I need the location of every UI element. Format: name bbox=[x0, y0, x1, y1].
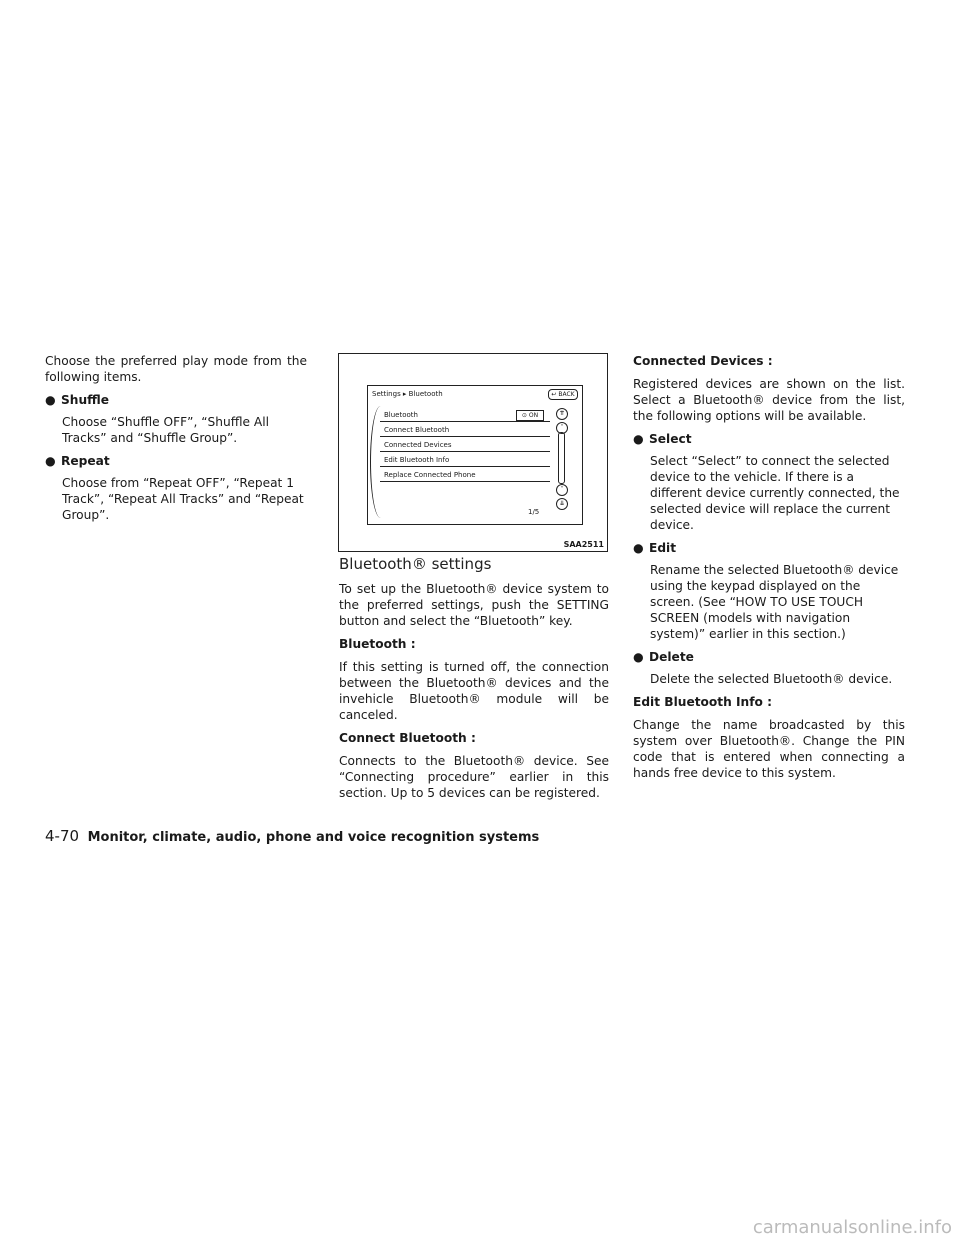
up-arrow-icon: ˄ bbox=[556, 422, 568, 434]
right-column bbox=[633, 353, 905, 788]
connect-bluetooth-heading: Connect Bluetooth : bbox=[339, 731, 476, 745]
middle-column bbox=[339, 556, 609, 808]
connected-devices-text: Registered devices are shown on the list. Select a Bluetooth® device from the list, the following options will be available. bbox=[633, 377, 905, 423]
menu-item-bluetooth: Bluetooth ⊙ ON bbox=[380, 408, 550, 422]
menu-item: Connect Bluetooth bbox=[380, 423, 550, 437]
delete-text: Delete the selected Bluetooth® device. bbox=[650, 672, 893, 686]
bluetooth-heading: Bluetooth : bbox=[339, 637, 416, 651]
shuffle-bullet: ● Shuffle bbox=[45, 393, 110, 407]
page-indicator: 1/5 bbox=[528, 508, 540, 516]
repeat-text: Choose from “Repeat OFF”, “Repeat 1 Track”, “Repeat All Tracks” and “Repeat Group”. bbox=[62, 476, 304, 522]
edit-bullet: ● Edit bbox=[633, 541, 677, 555]
back-button: ↩ BACK bbox=[548, 389, 578, 400]
left-column bbox=[45, 353, 307, 530]
edit-bluetooth-info-text: Change the name broadcasted by this system over Bluetooth®. Change the PIN code that is entered when connecting a hands free device to this system. bbox=[633, 718, 905, 780]
on-indicator: ⊙ ON bbox=[516, 410, 544, 421]
bluetooth-text: If this setting is turned off, the connection between the Bluetooth® devices and the invehicle Bluetooth® module will be canceled. bbox=[339, 660, 609, 722]
footer-title: Monitor, climate, audio, phone and voice recognition systems bbox=[87, 830, 540, 845]
select-text: Select “Select” to connect the selected device to the vehicle. If there is a different device currently connected, the selected device will replace the current device. bbox=[650, 454, 900, 532]
screen-title: Settings ▸ Bluetooth bbox=[372, 390, 443, 398]
menu-item: Replace Connected Phone bbox=[380, 468, 550, 482]
menu-item: Edit Bluetooth Info bbox=[380, 453, 550, 467]
down-arrow-icon: ˅ bbox=[556, 484, 568, 496]
delete-bullet: ● Delete bbox=[633, 650, 694, 664]
connect-bluetooth-text: Connects to the Bluetooth® device. See “Connecting procedure” earlier in this section. Up to 5 devices can be registered. bbox=[339, 754, 609, 800]
top-arrow-icon: ⇈ bbox=[556, 408, 568, 420]
figure-code: SAA2511 bbox=[563, 540, 604, 549]
menu-item: Connected Devices bbox=[380, 438, 550, 452]
scrollbar bbox=[558, 432, 565, 484]
page-footer bbox=[45, 827, 539, 845]
section-intro: To set up the Bluetooth® device system to the preferred settings, push the SETTING button and select the “Bluetooth” key. bbox=[339, 582, 609, 628]
bluetooth-settings-figure bbox=[338, 353, 608, 552]
intro-text: Choose the preferred play mode from the following items. bbox=[45, 354, 307, 384]
watermark: carmanualsonline.info bbox=[752, 1217, 952, 1238]
bottom-arrow-icon: ⇊ bbox=[556, 498, 568, 510]
edit-bluetooth-info-heading: Edit Bluetooth Info : bbox=[633, 695, 773, 709]
shuffle-text: Choose “Shuffle OFF”, “Shuffle All Tracks” and “Shuffle Group”. bbox=[62, 415, 269, 445]
screen-illustration bbox=[367, 385, 583, 525]
connected-devices-heading: Connected Devices : bbox=[633, 354, 773, 368]
edit-text: Rename the selected Bluetooth® device using the keypad displayed on the screen. (See “HOW TO USE TOUCH SCREEN (models with navigation system)” earlier in this section.) bbox=[650, 563, 899, 641]
section-heading: Bluetooth® settings bbox=[339, 555, 492, 573]
page-number: 4-70 bbox=[45, 827, 80, 845]
select-bullet: ● Select bbox=[633, 432, 692, 446]
repeat-bullet: ● Repeat bbox=[45, 454, 110, 468]
